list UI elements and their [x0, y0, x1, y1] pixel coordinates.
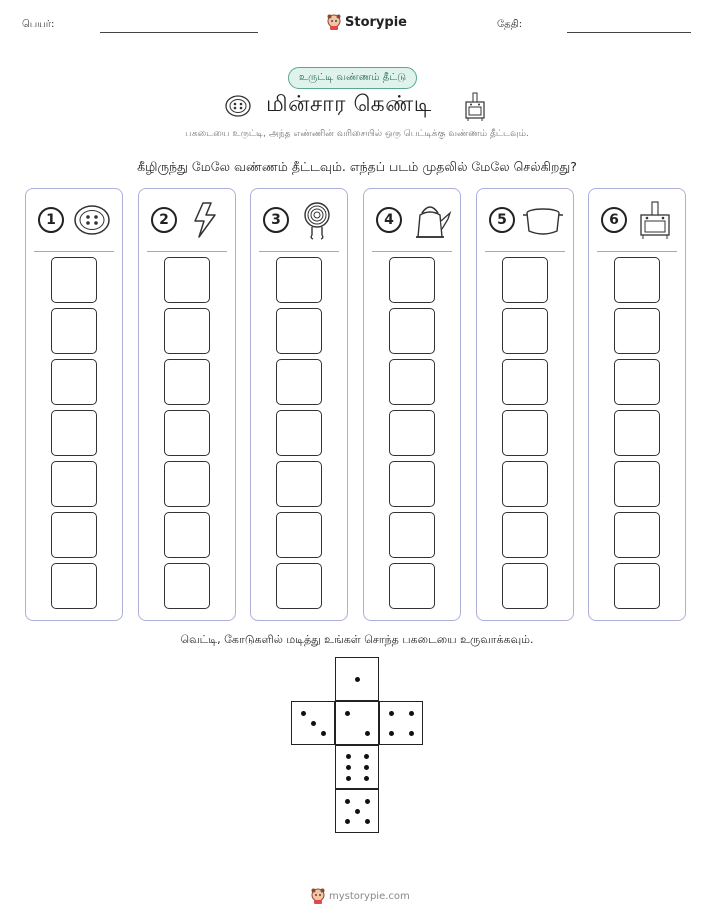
date-field[interactable]	[567, 32, 691, 33]
color-box[interactable]	[614, 410, 660, 456]
question: கீழிருந்து மேலே வண்ணம் தீட்டவும். எந்தப் படம் முதலில் மேலே செல்கிறது?	[137, 159, 577, 174]
color-box[interactable]	[614, 359, 660, 405]
color-box[interactable]	[502, 359, 548, 405]
die-pip	[346, 754, 351, 759]
column-number: 3	[263, 207, 289, 233]
color-box[interactable]	[164, 461, 210, 507]
color-box[interactable]	[276, 512, 322, 558]
color-box[interactable]	[164, 308, 210, 354]
die-pip	[346, 765, 351, 770]
subtitle: பகடையை உருட்டி, அந்த எண்ணின் வரிசையில் ஒரு பெட்டிக்கு வண்ணம் தீட்டவும்.	[185, 129, 529, 139]
column-header	[485, 189, 565, 252]
die-pip	[365, 819, 370, 824]
die-pip	[346, 776, 351, 781]
color-boxes	[51, 257, 97, 614]
color-box[interactable]	[389, 461, 435, 507]
color-boxes	[389, 257, 435, 614]
color-box[interactable]	[614, 563, 660, 609]
color-box[interactable]	[614, 512, 660, 558]
column-1	[25, 188, 123, 621]
column-5	[476, 188, 574, 621]
die-pip	[389, 731, 394, 736]
date-label: தேதி:	[497, 19, 523, 30]
color-boxes	[502, 257, 548, 614]
die-pip	[409, 711, 414, 716]
die-pip	[409, 731, 414, 736]
column-header	[259, 189, 339, 252]
color-box[interactable]	[502, 308, 548, 354]
name-label: பெயர்:	[22, 19, 55, 30]
die-face-4	[379, 701, 423, 745]
color-box[interactable]	[389, 563, 435, 609]
color-box[interactable]	[502, 512, 548, 558]
name-field[interactable]	[100, 32, 258, 33]
color-box[interactable]	[389, 308, 435, 354]
die-pip	[301, 711, 306, 716]
die-pip	[365, 799, 370, 804]
die-face-2	[335, 701, 379, 745]
die-face-6	[335, 745, 379, 789]
pot-icon	[521, 199, 567, 241]
die-pip	[364, 754, 369, 759]
color-box[interactable]	[276, 257, 322, 303]
die-pip	[355, 809, 360, 814]
activity-badge: உருட்டி வண்ணம் தீட்டு	[288, 67, 417, 89]
color-boxes	[614, 257, 660, 614]
die-face-1	[335, 657, 379, 701]
color-boxes	[276, 257, 322, 614]
color-box[interactable]	[164, 512, 210, 558]
die-pip	[345, 819, 350, 824]
die-face-3	[291, 701, 335, 745]
die-pip	[345, 799, 350, 804]
storypie-mascot-icon	[327, 14, 341, 30]
die-pip	[345, 711, 350, 716]
die-pip	[355, 677, 360, 682]
color-box[interactable]	[389, 512, 435, 558]
die-pip	[389, 711, 394, 716]
color-box[interactable]	[276, 308, 322, 354]
column-number: 5	[489, 207, 515, 233]
color-box[interactable]	[276, 461, 322, 507]
footer-site[interactable]: mystorypie.com	[329, 890, 410, 902]
color-box[interactable]	[51, 410, 97, 456]
color-box[interactable]	[389, 359, 435, 405]
column-number: 2	[151, 207, 177, 233]
color-box[interactable]	[276, 359, 322, 405]
stove-icon	[633, 199, 679, 241]
die-pip	[364, 765, 369, 770]
die-pip	[311, 721, 316, 726]
color-box[interactable]	[614, 308, 660, 354]
color-box[interactable]	[502, 410, 548, 456]
brand-logo	[327, 14, 407, 30]
color-box[interactable]	[164, 359, 210, 405]
color-box[interactable]	[276, 410, 322, 456]
color-box[interactable]	[276, 563, 322, 609]
column-2	[138, 188, 236, 621]
column-3	[250, 188, 348, 621]
column-6	[588, 188, 686, 621]
color-box[interactable]	[51, 512, 97, 558]
brand-name: Storypie	[345, 14, 407, 30]
color-boxes	[164, 257, 210, 614]
column-number: 1	[38, 207, 64, 233]
color-box[interactable]	[614, 461, 660, 507]
page-title: மின்சார கெண்டி	[266, 92, 432, 117]
color-box[interactable]	[51, 257, 97, 303]
color-box[interactable]	[51, 461, 97, 507]
color-box[interactable]	[389, 410, 435, 456]
color-box[interactable]	[164, 257, 210, 303]
button-icon	[70, 199, 116, 241]
color-box[interactable]	[164, 410, 210, 456]
color-box[interactable]	[502, 563, 548, 609]
die-pip	[321, 731, 326, 736]
column-number: 6	[601, 207, 627, 233]
lightning-icon	[183, 199, 229, 241]
color-box[interactable]	[164, 563, 210, 609]
button-icon	[224, 94, 252, 118]
coil-heater-icon	[295, 199, 341, 241]
color-box[interactable]	[614, 257, 660, 303]
die-pip	[364, 776, 369, 781]
storypie-mascot-icon	[311, 888, 325, 904]
color-box[interactable]	[502, 461, 548, 507]
column-header	[372, 189, 452, 252]
color-box[interactable]	[502, 257, 548, 303]
column-header	[147, 189, 227, 252]
color-box[interactable]	[389, 257, 435, 303]
column-number: 4	[376, 207, 402, 233]
die-pip	[365, 731, 370, 736]
die-face-5	[335, 789, 379, 833]
footer	[311, 888, 410, 904]
column-header	[597, 189, 677, 252]
stove-icon	[462, 90, 488, 122]
column-header	[34, 189, 114, 252]
color-box[interactable]	[51, 359, 97, 405]
column-4	[363, 188, 461, 621]
dice-instruction: வெட்டி, கோடுகளில் மடித்து உங்கள் சொந்த பகடையை உருவாக்கவும்.	[180, 633, 534, 646]
kettle-icon	[408, 199, 454, 241]
color-box[interactable]	[51, 563, 97, 609]
color-box[interactable]	[51, 308, 97, 354]
